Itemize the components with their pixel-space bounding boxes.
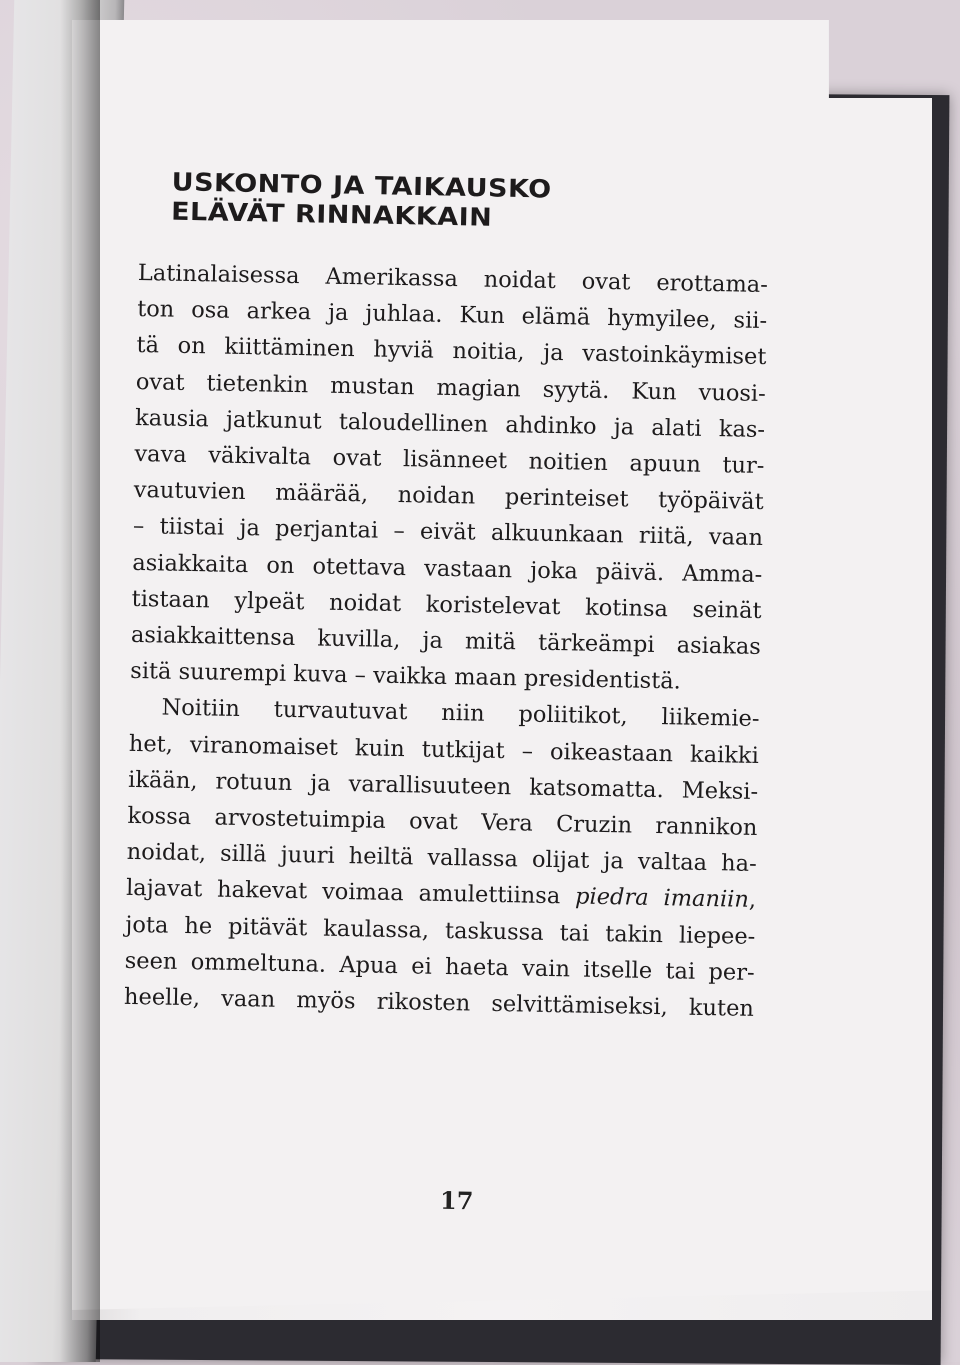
- text-line: tä on kiittäminen hyviä noitia, ja vastoinkäymiset: [136, 332, 767, 371]
- text-line: het, viranomaiset kuin tutkijat – oikeastaan kaikki: [128, 730, 760, 769]
- text-line: kausia jatkunut taloudellinen ahdinko ja alati kas-: [134, 404, 766, 443]
- text-line: heelle, vaan myös rikosten selvittämiseksi, kuten: [123, 983, 755, 1023]
- text-line: ton osa arkea ja juhlaa. Kun elämä hymyilee, sii-: [136, 296, 768, 335]
- line-text: lajavat hakevat voimaa amulettiinsa: [125, 875, 561, 910]
- paragraph-1: [130, 255, 768, 701]
- paragraph-2: [124, 689, 760, 1027]
- text-line: vava väkivalta ovat lisänneet noitien apuun tur-: [134, 440, 765, 480]
- italic-phrase: piedra imaniin: [574, 883, 750, 914]
- text-line: asiakkaittensa kuvilla, ja mitä tärkeämpi asiakas: [130, 621, 762, 661]
- text-line: seen ommeltuna. Apua ei haeta vain itselle tai per-: [124, 947, 755, 986]
- text-line: vautuvien määrää, noidan perinteiset työpäivät: [133, 477, 764, 516]
- text-line: kossa arvostetuimpia ovat Vera Cruzin rannikon: [127, 802, 758, 842]
- heading-line-2: ELÄVÄT RINNAKKAIN: [170, 197, 493, 233]
- page-number: 17: [439, 1185, 474, 1216]
- page-text: [124, 165, 770, 1027]
- text-line: Latinalaisessa Amerikassa noidat ovat erottama-: [137, 259, 769, 299]
- text-line: Noitiin turvautuvat niin poliitikot, liikemie-: [161, 694, 760, 733]
- spine-shadow: [60, 0, 100, 1362]
- text-line: sitä suurempi kuva – vaikka maan presidentistä.: [130, 658, 682, 695]
- text-line: jota he pitävät kaulassa, taskussa tai takin liepee-: [125, 911, 756, 950]
- text-line: noidat, sillä juuri heiltä vallassa olijat ja valtaa ha-: [126, 839, 757, 878]
- text-line: – tiistai ja perjantai – eivät alkuunkaan riitä, vaan: [132, 513, 764, 552]
- text-line: asiakkaita on otettava vastaan joka päivä. Amma-: [132, 549, 763, 588]
- italic-suffix: ,: [748, 887, 757, 914]
- heading-line-1: USKONTO JA TAIKAUSKO: [171, 168, 552, 204]
- text-line: ovat tietenkin mustan magian syytä. Kun vuosi-: [135, 368, 766, 407]
- chapter-heading: [171, 168, 770, 238]
- text-line: tistaan ylpeät noidat koristelevat kotinsa seinät: [131, 585, 762, 624]
- text-line: ikään, rotuun ja varallisuuteen katsomatta. Meksi-: [127, 766, 759, 805]
